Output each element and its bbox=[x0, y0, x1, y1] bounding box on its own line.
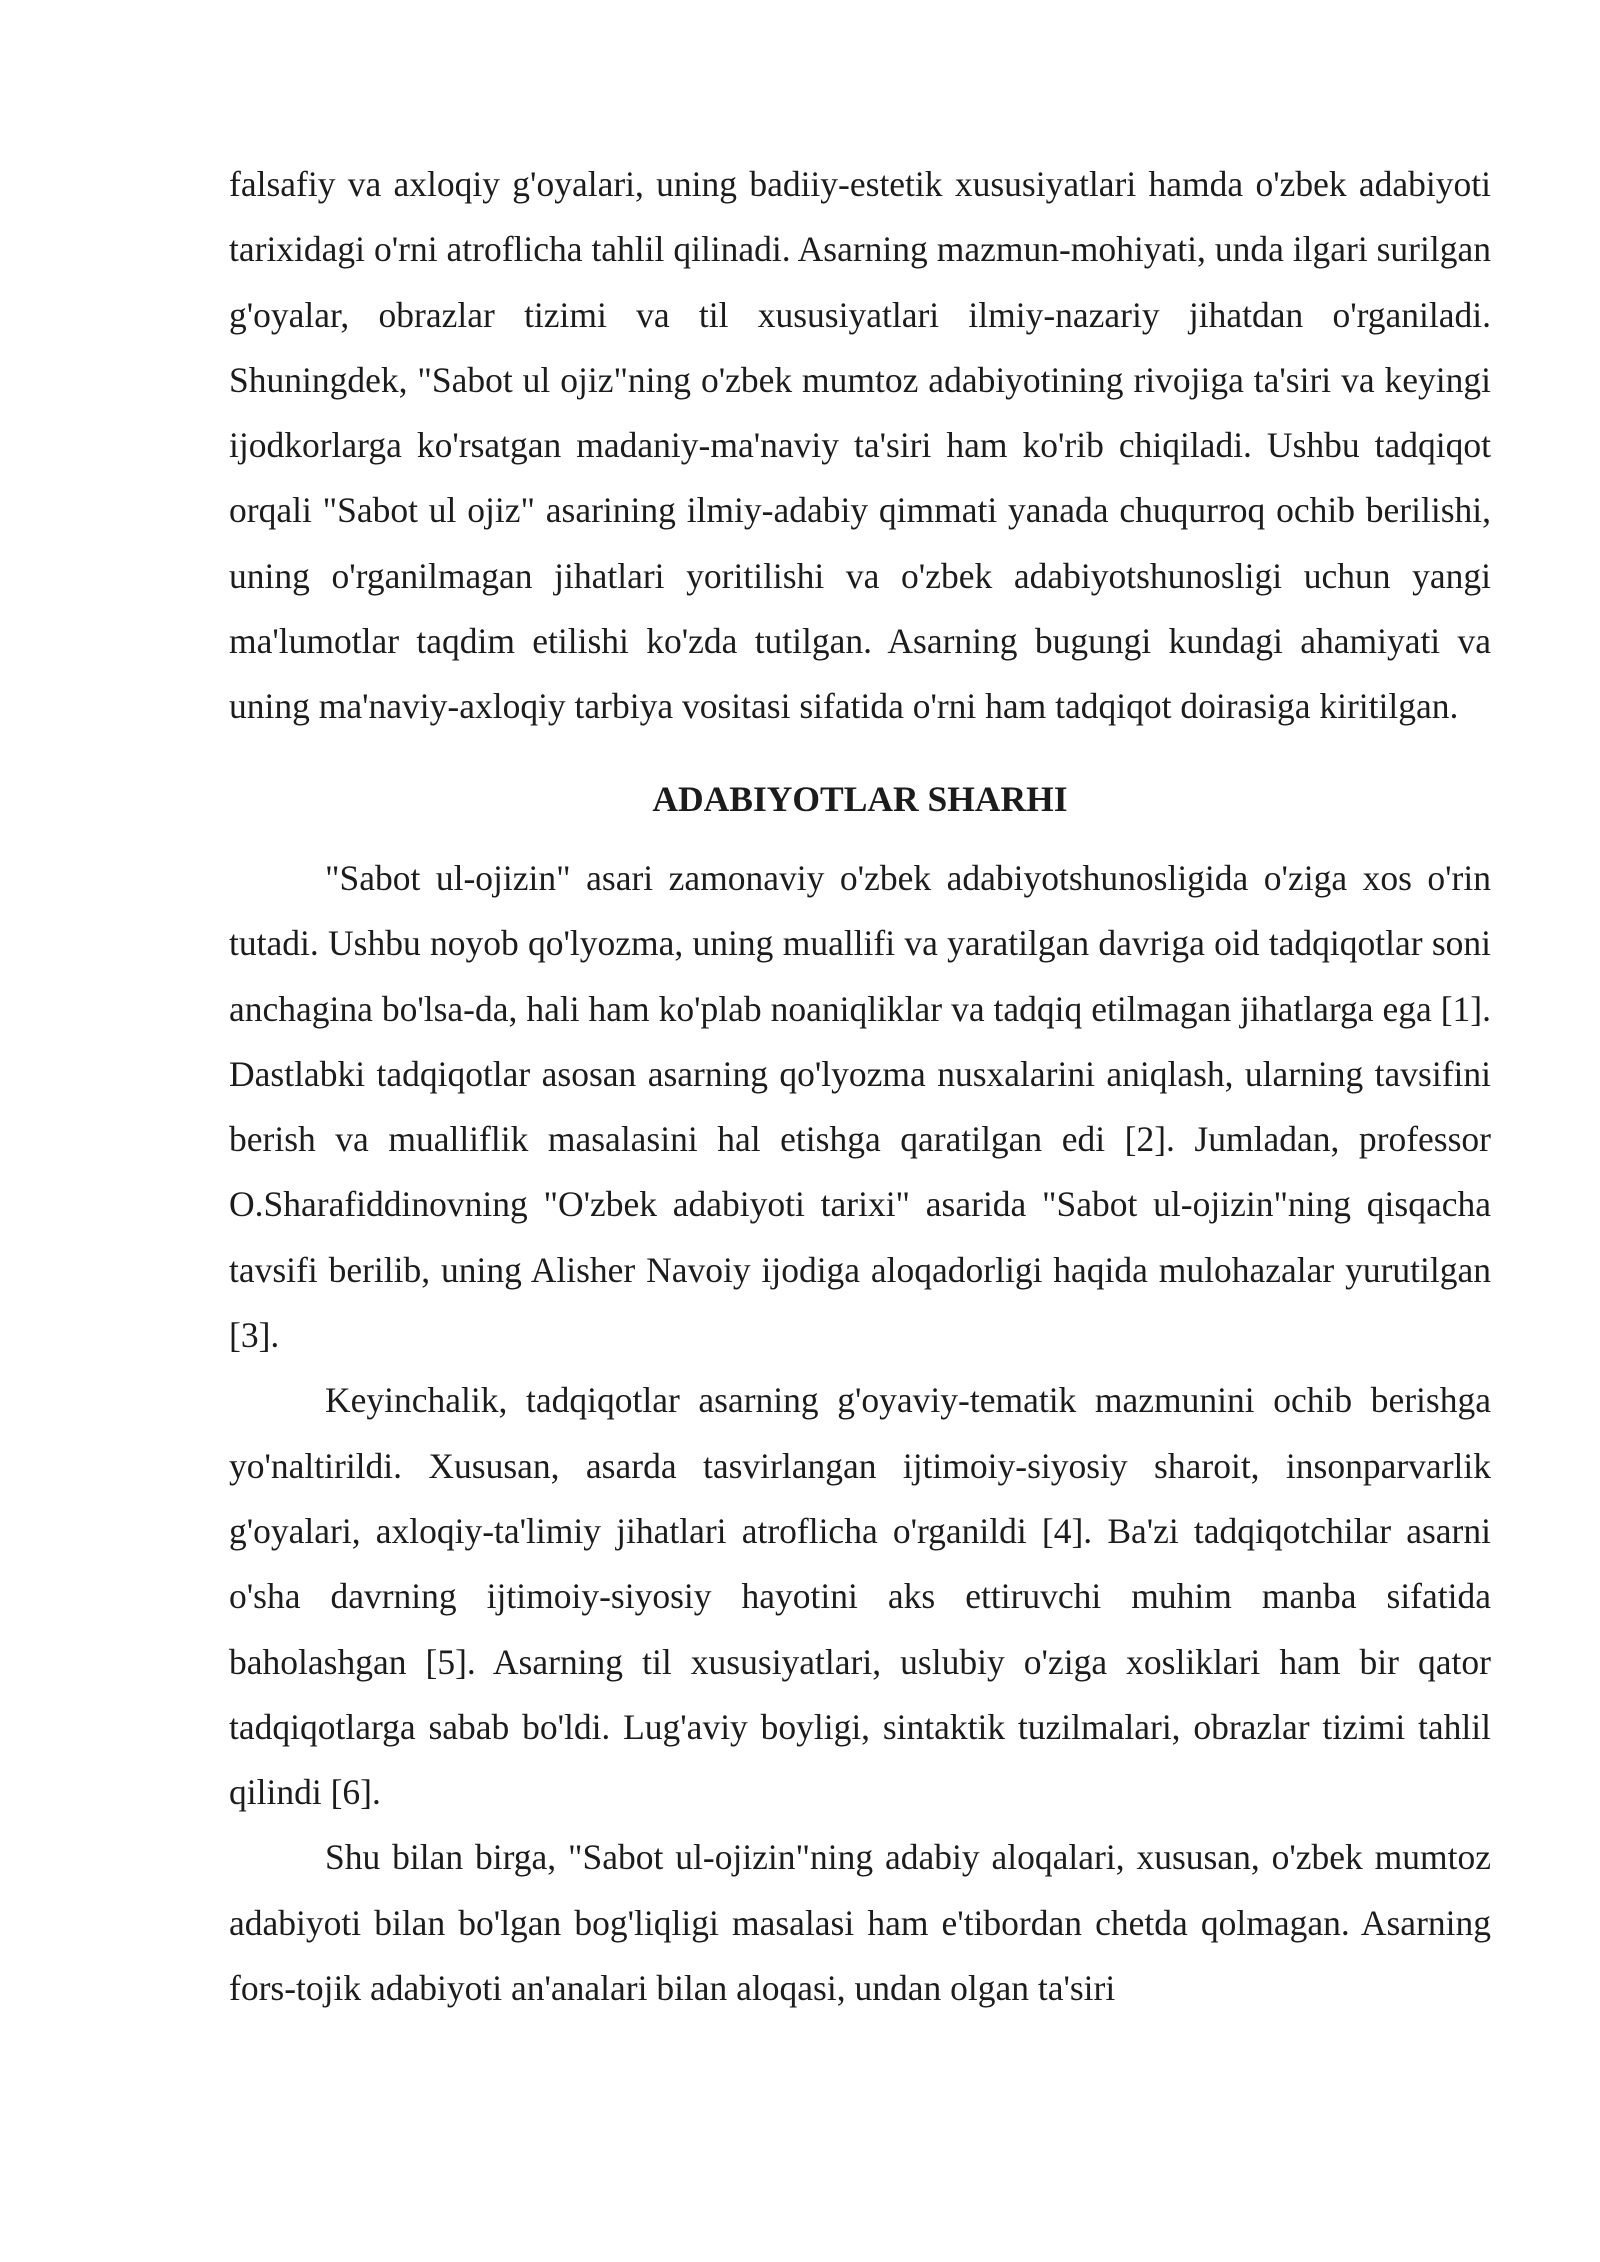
body-paragraph: Keyinchalik, tadqiqotlar asarning g'oyaviy-tematik mazmunini ochib berishga yo'naltirildi. Xususan, asarda tasvirlangan ijtimoiy-siyosiy sharoit, insonparvarlik g'oyalari, axloqiy-ta'limiy jihatlari atroflicha o'rganildi [4]. Ba'zi tadqiqotchilar asarni o'sha davrning ijtimoiy-siyosiy hayotini aks ettiruvchi muhim manba sifatida baholashgan [5]. Asarning til xususiyatlari, uslubiy o'ziga xosliklari ham bir qator tadqiqotlarga sabab bo'ldi. Lug'aviy boyligi, sintaktik tuzilmalari, obrazlar tizimi tahlil qilindi [6]. bbox=[229, 1380, 1491, 1813]
section-heading: ADABIYOTLAR SHARHI bbox=[652, 778, 1068, 819]
body-paragraph: Shu bilan birga, "Sabot ul-ojizin"ning adabiy aloqalari, xususan, o'zbek mumtoz adabiyoti bilan bo'lgan bog'liqligi masalasi ham e'tibordan chetda qolmagan. Asarning fors-tojik adabiyoti an'analari bilan aloqasi, undan olgan ta'siri bbox=[229, 1837, 1491, 2009]
body-paragraph: "Sabot ul-ojizin" asari zamonaviy o'zbek adabiyotshunosligida o'ziga xos o'rin tutadi. Ushbu noyob qo'lyozma, uning muallifi va yaratilgan davriga oid tadqiqotlar soni anchagina bo'lsa-da, hali ham ko'plab noaniqliklar va tadqiq etilmagan jihatlarga ega [1]. Dastlabki tadqiqotlar asosan asarning qo'lyozma nusxalarini aniqlash, ularning tavsifini berish va mualliflik masalasini hal etishga qaratilgan edi [2]. Jumladan, professor O.Sharafiddinovning "O'zbek adabiyoti tarixi" asarida "Sabot ul-ojizin"ning qisqacha tavsifi berilib, uning Alisher Navoiy ijodiga aloqadorligi haqida mulohazalar yurutilgan [3]. bbox=[229, 857, 1491, 1356]
intro-paragraph: falsafiy va axloqiy g'oyalari, uning badiiy-estetik xususiyatlari hamda o'zbek adabiyoti tarixidagi o'rni atroflicha tahlil qilinadi. Asarning mazmun-mohiyati, unda ilgari surilgan g'oyalar, obrazlar tizimi va til xususiyatlari ilmiy-nazariy jihatdan o'rganiladi. Shuningdek, "Sabot ul ojiz"ning o'zbek mumtoz adabiyotining rivojiga ta'siri va keyingi ijodkorlarga ko'rsatgan madaniy-ma'naviy ta'siri ham ko'rib chiqiladi. Ushbu tadqiqot orqali "Sabot ul ojiz" asarining ilmiy-adabiy qimmati yanada chuqurroq ochib berilishi, uning o'rganilmagan jihatlari yoritilishi va o'zbek adabiyotshunosligi uchun yangi ma'lumotlar taqdim etilishi ko'zda tutilgan. Asarning bugungi kundagi ahamiyati va uning ma'naviy-axloqiy tarbiya vositasi sifatida o'rni ham tadqiqot doirasiga kiritilgan. bbox=[229, 164, 1491, 727]
document-body bbox=[229, 152, 1491, 2021]
